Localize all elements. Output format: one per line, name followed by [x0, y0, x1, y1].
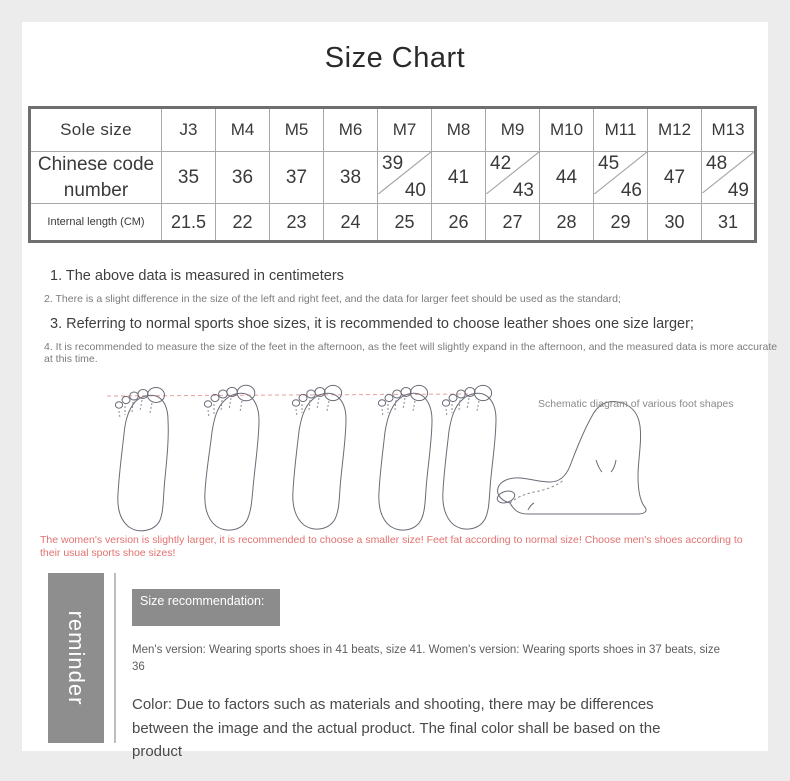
chinese-code-upper: 48 — [706, 153, 728, 174]
warning-text: The women's version is slightly larger, it is recommended to choose a smaller size! Feet fat according to normal size! Choose men's shoes according to their usual sports shoe sizes! — [40, 534, 743, 559]
toe-icon — [299, 394, 307, 401]
toe-icon — [385, 394, 393, 401]
internal-length-cell: 22 — [216, 204, 270, 242]
toe-icon — [378, 400, 385, 406]
internal-length-cell: 21.5 — [162, 204, 216, 242]
chinese-code-cell-split — [594, 152, 648, 204]
toe-icon — [442, 400, 449, 406]
toe-alignment-guide-line — [107, 394, 472, 396]
chinese-code-cell: 38 — [324, 152, 378, 204]
note-item-3: 3. Referring to normal sports shoe sizes, it is recommended to choose leather shoes one size larger; — [50, 316, 694, 332]
chinese-code-cell: 37 — [270, 152, 324, 204]
foot-outline — [292, 385, 346, 529]
toe-icon — [292, 400, 299, 406]
ankle-mark-icon — [611, 460, 616, 472]
reminder-vertical-bar — [48, 573, 104, 743]
row-header-chinese-code: Chinese code number — [30, 152, 162, 204]
chinese-code-cell-split — [702, 152, 756, 204]
sole-size-cell: M8 — [432, 108, 486, 152]
foot-outline — [115, 388, 168, 531]
toe-icon — [122, 396, 130, 403]
reminder-section — [48, 573, 748, 760]
sole-size-cell: M7 — [378, 108, 432, 152]
table-row-sole-size — [30, 108, 756, 152]
sole-size-cell: M11 — [594, 108, 648, 152]
content-card — [22, 22, 778, 760]
size-recommendation-body: Men's version: Wearing sports shoes in 41 beats, size 41. Women's version: Wearing sports shoes in 37 beats, size 36 — [132, 644, 720, 673]
chinese-code-upper: 42 — [490, 153, 512, 174]
chinese-code-lower: 46 — [620, 180, 642, 202]
row-header-internal-length: Internal length (CM) — [30, 204, 162, 242]
internal-length-cell: 25 — [378, 204, 432, 242]
sole-size-cell: J3 — [162, 108, 216, 152]
notes-list — [22, 268, 778, 376]
chinese-code-lower: 40 — [404, 180, 426, 202]
internal-length-cell: 26 — [432, 204, 486, 242]
sole-size-cell: M10 — [540, 108, 594, 152]
chinese-code-cell: 47 — [648, 152, 702, 204]
foot-outline — [204, 385, 259, 530]
sole-size-cell: M6 — [324, 108, 378, 152]
internal-length-cell: 30 — [648, 204, 702, 242]
table-row-internal-length — [30, 204, 756, 242]
sole-size-cell: M13 — [702, 108, 756, 152]
page-title: Size Chart — [324, 42, 466, 74]
toe-crease-icon — [528, 503, 534, 510]
size-table-container — [28, 106, 754, 243]
toe-icon — [219, 390, 228, 398]
reminder-body — [114, 573, 748, 760]
sole-size-cell: M12 — [648, 108, 702, 152]
toe-icon — [115, 402, 122, 408]
sole-size-cell: M9 — [486, 108, 540, 152]
internal-length-cell: 27 — [486, 204, 540, 242]
chinese-code-cell-split — [378, 152, 432, 204]
reminder-label: reminder — [64, 610, 89, 706]
chinese-code-lower: 49 — [727, 180, 749, 202]
schematic-caption: Schematic diagram of various foot shapes — [538, 398, 734, 410]
chinese-code-lower: 43 — [512, 180, 534, 202]
toe-icon — [204, 401, 211, 407]
color-disclaimer: Color: Due to factors such as materials and shooting, there may be differences between the image and the actual product. The final color shall be based on the product — [132, 696, 661, 760]
chinese-code-upper: 45 — [598, 153, 620, 174]
internal-length-cell: 31 — [702, 204, 756, 242]
table-row-chinese-code — [30, 152, 756, 204]
foot-outline — [442, 385, 496, 529]
internal-length-cell: 23 — [270, 204, 324, 242]
toe-icon — [449, 394, 457, 401]
ankle-mark-icon — [596, 460, 602, 472]
sole-size-cell: M5 — [270, 108, 324, 152]
note-item-4: 4. It is recommended to measure the size of the feet in the afternoon, as the feet will slightly expand in the afternoon, and the measured data is more accurate at this time. — [44, 341, 778, 366]
foot-outline — [378, 385, 432, 530]
foot-side-profile-outline — [496, 402, 646, 514]
chinese-code-cell-split — [486, 152, 540, 204]
note-item-1: 1. The above data is measured in centimeters — [50, 268, 344, 284]
size-table — [28, 106, 757, 243]
big-toe-side-icon — [496, 489, 517, 505]
internal-length-cell: 28 — [540, 204, 594, 242]
size-recommendation-title: Size recommendation: — [132, 589, 280, 626]
chinese-code-upper: 39 — [382, 153, 404, 174]
sole-size-cell: M4 — [216, 108, 270, 152]
internal-length-cell: 29 — [594, 204, 648, 242]
chinese-code-cell: 36 — [216, 152, 270, 204]
chinese-code-cell: 35 — [162, 152, 216, 204]
toe-icon — [307, 390, 316, 398]
internal-length-cell: 24 — [324, 204, 378, 242]
note-item-2: 2. There is a slight difference in the size of the left and right feet, and the data for larger feet should be used as the standard; — [44, 293, 621, 305]
chinese-code-cell: 41 — [432, 152, 486, 204]
chinese-code-cell: 44 — [540, 152, 594, 204]
foot-shapes-diagram — [22, 362, 768, 537]
row-header-sole-size: Sole size — [30, 108, 162, 152]
foot-diagram-svg — [22, 362, 768, 537]
